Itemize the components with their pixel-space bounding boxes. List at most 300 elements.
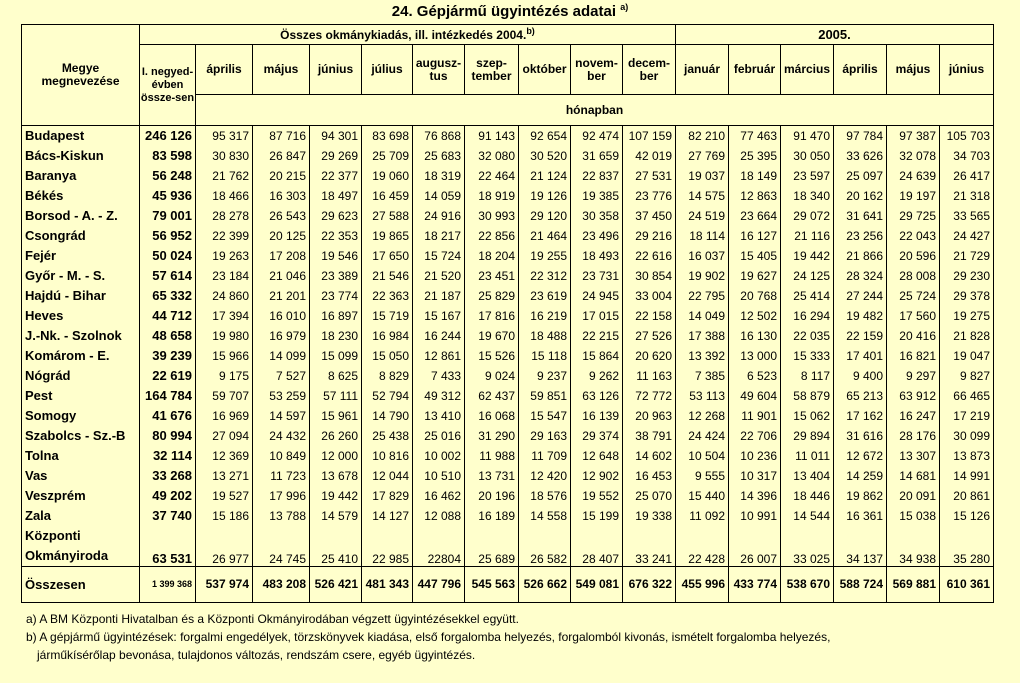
value-cell: 20 162 <box>834 186 887 206</box>
value-cell: 18 319 <box>413 166 465 186</box>
value-cell: 19 442 <box>310 486 362 506</box>
value-cell: 26 543 <box>253 206 310 226</box>
value-cell: 92 474 <box>571 126 623 146</box>
value-cell: 25 016 <box>413 426 465 446</box>
month-header: június <box>310 45 362 95</box>
value-cell: 24 519 <box>676 206 729 226</box>
value-cell: 17 560 <box>887 306 940 326</box>
value-cell: 9 024 <box>465 366 519 386</box>
value-cell: 13 410 <box>413 406 465 426</box>
month-header: április <box>834 45 887 95</box>
value-cell: 29 163 <box>519 426 571 446</box>
county-name: Győr - M. - S. <box>22 266 140 286</box>
value-cell: 21 318 <box>940 186 994 206</box>
value-cell: 18 149 <box>729 166 781 186</box>
footnote-a: a) A BM Központi Hivatalban és a Központi Okmányirodában végzett ügyintézésekkel együtt. <box>26 612 519 626</box>
value-cell: 20 215 <box>253 166 310 186</box>
value-cell: 19 902 <box>676 266 729 286</box>
value-cell: 17 394 <box>196 306 253 326</box>
value-cell: 34 938 <box>887 526 940 567</box>
value-cell: 23 496 <box>571 226 623 246</box>
value-cell: 9 175 <box>196 366 253 386</box>
q1-total-cell: 45 936 <box>140 186 196 206</box>
table-row <box>22 286 994 306</box>
value-cell: 14 396 <box>729 486 781 506</box>
value-cell: 13 404 <box>781 466 834 486</box>
value-cell: 10 317 <box>729 466 781 486</box>
value-cell: 9 237 <box>519 366 571 386</box>
value-cell: 29 072 <box>781 206 834 226</box>
value-cell: 15 099 <box>310 346 362 366</box>
value-cell: 676 322 <box>623 566 676 602</box>
table-row <box>22 306 994 326</box>
value-cell: 16 453 <box>623 466 676 486</box>
county-name: Békés <box>22 186 140 206</box>
value-cell: 14 602 <box>623 446 676 466</box>
value-cell: 15 333 <box>781 346 834 366</box>
value-cell: 12 672 <box>834 446 887 466</box>
q1-total-cell: 57 614 <box>140 266 196 286</box>
value-cell: 49 312 <box>413 386 465 406</box>
county-name-line: Okmányiroda <box>25 547 109 563</box>
value-cell: 22 616 <box>623 246 676 266</box>
county-name: Borsod - A. - Z. <box>22 206 140 226</box>
value-cell: 25 070 <box>623 486 676 506</box>
q1-total-cell: 65 332 <box>140 286 196 306</box>
value-cell: 17 015 <box>571 306 623 326</box>
value-cell: 19 197 <box>887 186 940 206</box>
value-cell: 20 416 <box>887 326 940 346</box>
value-cell: 29 120 <box>519 206 571 226</box>
value-cell: 19 037 <box>676 166 729 186</box>
value-cell: 10 816 <box>362 446 413 466</box>
value-cell: 16 127 <box>729 226 781 246</box>
value-cell: 16 189 <box>465 506 519 526</box>
value-cell: 42 019 <box>623 146 676 166</box>
value-cell: 18 230 <box>310 326 362 346</box>
value-cell: 11 011 <box>781 446 834 466</box>
value-cell: 22 706 <box>729 426 781 446</box>
value-cell: 22 856 <box>465 226 519 246</box>
value-cell: 19 546 <box>310 246 362 266</box>
table-row <box>22 366 994 386</box>
value-cell: 25 829 <box>465 286 519 306</box>
value-cell: 22 428 <box>676 526 729 567</box>
value-cell: 17 996 <box>253 486 310 506</box>
value-cell: 21 762 <box>196 166 253 186</box>
q1-total-cell: 41 676 <box>140 406 196 426</box>
value-cell: 22 043 <box>887 226 940 246</box>
value-cell: 538 670 <box>781 566 834 602</box>
value-cell: 63 126 <box>571 386 623 406</box>
value-cell: 17 829 <box>362 486 413 506</box>
value-cell: 13 731 <box>465 466 519 486</box>
value-cell: 25 395 <box>729 146 781 166</box>
q1-total-cell: 32 114 <box>140 446 196 466</box>
value-cell: 49 604 <box>729 386 781 406</box>
value-cell: 14 059 <box>413 186 465 206</box>
value-cell: 15 199 <box>571 506 623 526</box>
value-cell: 28 008 <box>887 266 940 286</box>
value-cell: 16 068 <box>465 406 519 426</box>
value-cell: 22804 <box>413 526 465 567</box>
value-cell: 13 271 <box>196 466 253 486</box>
value-cell: 53 259 <box>253 386 310 406</box>
county-name: Csongrád <box>22 226 140 246</box>
value-cell: 15 961 <box>310 406 362 426</box>
value-cell: 569 881 <box>887 566 940 602</box>
value-cell: 19 482 <box>834 306 887 326</box>
q1-total-cell: 79 001 <box>140 206 196 226</box>
county-name: Hajdú - Bihar <box>22 286 140 306</box>
value-cell: 19 865 <box>362 226 413 246</box>
value-cell: 25 689 <box>465 526 519 567</box>
value-cell: 22 312 <box>519 266 571 286</box>
value-cell: 14 681 <box>887 466 940 486</box>
value-cell: 23 597 <box>781 166 834 186</box>
value-cell: 25 097 <box>834 166 887 186</box>
value-cell: 19 255 <box>519 246 571 266</box>
value-cell: 25 438 <box>362 426 413 446</box>
value-cell: 34 703 <box>940 146 994 166</box>
value-cell: 24 424 <box>676 426 729 446</box>
value-cell: 15 038 <box>887 506 940 526</box>
value-cell: 12 502 <box>729 306 781 326</box>
value-cell: 22 158 <box>623 306 676 326</box>
value-cell: 20 861 <box>940 486 994 506</box>
value-cell: 66 465 <box>940 386 994 406</box>
month-header: március <box>781 45 834 95</box>
value-cell: 28 324 <box>834 266 887 286</box>
table-row <box>22 406 994 426</box>
month-header: június <box>940 45 994 95</box>
value-cell: 16 897 <box>310 306 362 326</box>
value-cell: 610 361 <box>940 566 994 602</box>
value-cell: 12 268 <box>676 406 729 426</box>
value-cell: 14 579 <box>310 506 362 526</box>
value-cell: 31 616 <box>834 426 887 446</box>
value-cell: 23 619 <box>519 286 571 306</box>
table-row <box>22 146 994 166</box>
q1-total-cell: 56 248 <box>140 166 196 186</box>
county-name: Vas <box>22 466 140 486</box>
q1-total-cell: 1 399 368 <box>140 566 196 602</box>
value-cell: 18 340 <box>781 186 834 206</box>
value-cell: 19 263 <box>196 246 253 266</box>
value-cell: 38 791 <box>623 426 676 446</box>
value-cell: 20 596 <box>887 246 940 266</box>
value-cell: 19 275 <box>940 306 994 326</box>
value-cell: 30 830 <box>196 146 253 166</box>
value-cell: 16 462 <box>413 486 465 506</box>
value-cell: 11 723 <box>253 466 310 486</box>
month-header: október <box>519 45 571 95</box>
value-cell: 10 991 <box>729 506 781 526</box>
value-cell: 19 442 <box>781 246 834 266</box>
value-cell: 16 247 <box>887 406 940 426</box>
value-cell: 22 353 <box>310 226 362 246</box>
value-cell: 22 985 <box>362 526 413 567</box>
value-cell: 31 290 <box>465 426 519 446</box>
unit-header: hónapban <box>196 95 994 126</box>
value-cell: 26 417 <box>940 166 994 186</box>
value-cell: 25 414 <box>781 286 834 306</box>
value-cell: 21 046 <box>253 266 310 286</box>
value-cell: 24 639 <box>887 166 940 186</box>
value-cell: 27 588 <box>362 206 413 226</box>
page-title <box>0 2 1020 22</box>
table-row <box>22 506 994 526</box>
value-cell: 15 050 <box>362 346 413 366</box>
value-cell: 22 795 <box>676 286 729 306</box>
value-cell: 87 716 <box>253 126 310 146</box>
value-cell: 21 116 <box>781 226 834 246</box>
value-cell: 6 523 <box>729 366 781 386</box>
value-cell: 105 703 <box>940 126 994 146</box>
q1-total-cell: 44 712 <box>140 306 196 326</box>
value-cell: 28 278 <box>196 206 253 226</box>
value-cell: 15 864 <box>571 346 623 366</box>
value-cell: 24 125 <box>781 266 834 286</box>
value-cell: 11 092 <box>676 506 729 526</box>
value-cell: 65 213 <box>834 386 887 406</box>
value-cell: 14 597 <box>253 406 310 426</box>
value-cell: 9 555 <box>676 466 729 486</box>
value-cell: 31 641 <box>834 206 887 226</box>
value-cell: 12 648 <box>571 446 623 466</box>
value-cell: 10 849 <box>253 446 310 466</box>
month-header: április <box>196 45 253 95</box>
value-cell: 9 297 <box>887 366 940 386</box>
value-cell: 52 794 <box>362 386 413 406</box>
data-table <box>21 24 994 603</box>
value-cell: 16 984 <box>362 326 413 346</box>
county-name: Somogy <box>22 406 140 426</box>
value-cell: 27 769 <box>676 146 729 166</box>
value-cell: 57 111 <box>310 386 362 406</box>
value-cell: 8 625 <box>310 366 362 386</box>
value-cell: 14 544 <box>781 506 834 526</box>
table-row <box>22 166 994 186</box>
value-cell: 16 219 <box>519 306 571 326</box>
q1-total-cell: 164 784 <box>140 386 196 406</box>
value-cell: 22 464 <box>465 166 519 186</box>
value-cell: 59 707 <box>196 386 253 406</box>
value-cell: 92 654 <box>519 126 571 146</box>
value-cell: 30 099 <box>940 426 994 446</box>
table-row <box>22 326 994 346</box>
value-cell: 16 010 <box>253 306 310 326</box>
value-cell: 10 510 <box>413 466 465 486</box>
month-header: szep-tember <box>465 45 519 95</box>
value-cell: 18 488 <box>519 326 571 346</box>
central-office-row <box>22 526 994 567</box>
value-cell: 447 796 <box>413 566 465 602</box>
county-name: J.-Nk. - Szolnok <box>22 326 140 346</box>
q1-total-cell: 22 619 <box>140 366 196 386</box>
county-name <box>22 526 140 567</box>
table-row <box>22 446 994 466</box>
month-header: május <box>253 45 310 95</box>
footnote-b-line2: járműkísérőlap bevonása, tulajdonos változás, rendszám csere, egyéb ügyintézés. <box>37 648 476 662</box>
value-cell: 17 208 <box>253 246 310 266</box>
county-name: Nógrád <box>22 366 140 386</box>
value-cell: 537 974 <box>196 566 253 602</box>
value-cell: 33 025 <box>781 526 834 567</box>
value-cell: 13 873 <box>940 446 994 466</box>
table-row <box>22 206 994 226</box>
value-cell: 9 400 <box>834 366 887 386</box>
value-cell: 22 399 <box>196 226 253 246</box>
table-row <box>22 126 994 146</box>
value-cell: 13 000 <box>729 346 781 366</box>
value-cell: 53 113 <box>676 386 729 406</box>
county-name: Zala <box>22 506 140 526</box>
value-cell: 33 626 <box>834 146 887 166</box>
value-cell: 16 139 <box>571 406 623 426</box>
value-cell: 11 901 <box>729 406 781 426</box>
value-cell: 25 724 <box>887 286 940 306</box>
value-cell: 12 000 <box>310 446 362 466</box>
value-cell: 17 388 <box>676 326 729 346</box>
value-cell: 20 125 <box>253 226 310 246</box>
value-cell: 18 497 <box>310 186 362 206</box>
footnotes <box>26 610 1016 664</box>
q1-total-cell: 37 740 <box>140 506 196 526</box>
value-cell: 526 662 <box>519 566 571 602</box>
value-cell: 12 088 <box>413 506 465 526</box>
value-cell: 35 280 <box>940 526 994 567</box>
q1-header: I. negyed-évben össze-sen <box>140 45 196 126</box>
value-cell: 16 821 <box>887 346 940 366</box>
value-cell: 26 582 <box>519 526 571 567</box>
value-cell: 82 210 <box>676 126 729 146</box>
value-cell: 19 627 <box>729 266 781 286</box>
table-row <box>22 246 994 266</box>
value-cell: 72 772 <box>623 386 676 406</box>
value-cell: 15 186 <box>196 506 253 526</box>
county-name: Heves <box>22 306 140 326</box>
value-cell: 19 385 <box>571 186 623 206</box>
value-cell: 91 143 <box>465 126 519 146</box>
value-cell: 22 837 <box>571 166 623 186</box>
value-cell: 62 437 <box>465 386 519 406</box>
q1-total-cell: 49 202 <box>140 486 196 506</box>
value-cell: 58 879 <box>781 386 834 406</box>
value-cell: 23 256 <box>834 226 887 246</box>
value-cell: 16 037 <box>676 246 729 266</box>
value-cell: 97 784 <box>834 126 887 146</box>
value-cell: 7 385 <box>676 366 729 386</box>
value-cell: 10 236 <box>729 446 781 466</box>
county-name: Szabolcs - Sz.-B <box>22 426 140 446</box>
value-cell: 23 774 <box>310 286 362 306</box>
value-cell: 481 343 <box>362 566 413 602</box>
q1-total-cell: 246 126 <box>140 126 196 146</box>
county-name: Baranya <box>22 166 140 186</box>
value-cell: 15 062 <box>781 406 834 426</box>
value-cell: 24 916 <box>413 206 465 226</box>
value-cell: 23 389 <box>310 266 362 286</box>
value-cell: 16 244 <box>413 326 465 346</box>
value-cell: 30 854 <box>623 266 676 286</box>
value-cell: 19 338 <box>623 506 676 526</box>
value-cell: 77 463 <box>729 126 781 146</box>
value-cell: 20 620 <box>623 346 676 366</box>
q1-total-cell: 50 024 <box>140 246 196 266</box>
title-text: 24. Gépjármű ügyintézés adatai <box>391 3 617 20</box>
value-cell: 23 451 <box>465 266 519 286</box>
value-cell: 12 863 <box>729 186 781 206</box>
value-cell: 17 650 <box>362 246 413 266</box>
county-name: Veszprém <box>22 486 140 506</box>
table-row <box>22 266 994 286</box>
value-cell: 33 241 <box>623 526 676 567</box>
value-cell: 17 219 <box>940 406 994 426</box>
value-cell: 19 527 <box>196 486 253 506</box>
value-cell: 15 118 <box>519 346 571 366</box>
value-cell: 18 919 <box>465 186 519 206</box>
value-cell: 18 466 <box>196 186 253 206</box>
q1-total-cell: 63 531 <box>140 526 196 567</box>
q1-total-cell: 39 239 <box>140 346 196 366</box>
value-cell: 33 565 <box>940 206 994 226</box>
value-cell: 30 520 <box>519 146 571 166</box>
value-cell: 20 196 <box>465 486 519 506</box>
value-cell: 91 470 <box>781 126 834 146</box>
value-cell: 21 187 <box>413 286 465 306</box>
value-cell: 15 405 <box>729 246 781 266</box>
county-name: Tolna <box>22 446 140 466</box>
value-cell: 26 977 <box>196 526 253 567</box>
value-cell: 18 204 <box>465 246 519 266</box>
value-cell: 29 623 <box>310 206 362 226</box>
value-cell: 7 527 <box>253 366 310 386</box>
value-cell: 483 208 <box>253 566 310 602</box>
value-cell: 18 217 <box>413 226 465 246</box>
value-cell: 18 446 <box>781 486 834 506</box>
value-cell: 14 790 <box>362 406 413 426</box>
value-cell: 16 979 <box>253 326 310 346</box>
county-name: Komárom - E. <box>22 346 140 366</box>
table-row <box>22 346 994 366</box>
table-row <box>22 426 994 446</box>
value-cell: 12 861 <box>413 346 465 366</box>
value-cell: 14 259 <box>834 466 887 486</box>
value-cell: 29 230 <box>940 266 994 286</box>
value-cell: 21 546 <box>362 266 413 286</box>
value-cell: 30 050 <box>781 146 834 166</box>
group-2004-header: Összes okmánykiadás, ill. intézkedés 2004.$^{b)}$ <box>140 25 676 45</box>
table-row <box>22 486 994 506</box>
value-cell: 24 860 <box>196 286 253 306</box>
value-cell: 24 427 <box>940 226 994 246</box>
table-row <box>22 226 994 246</box>
value-cell: 20 091 <box>887 486 940 506</box>
value-cell: 14 558 <box>519 506 571 526</box>
value-cell: 16 361 <box>834 506 887 526</box>
value-cell: 28 407 <box>571 526 623 567</box>
value-cell: 63 912 <box>887 386 940 406</box>
value-cell: 21 520 <box>413 266 465 286</box>
county-name: Összesen <box>22 566 140 602</box>
value-cell: 30 358 <box>571 206 623 226</box>
value-cell: 549 081 <box>571 566 623 602</box>
table-row <box>22 466 994 486</box>
county-header: Megye megnevezése <box>22 25 140 126</box>
value-cell: 19 126 <box>519 186 571 206</box>
value-cell: 27 094 <box>196 426 253 446</box>
